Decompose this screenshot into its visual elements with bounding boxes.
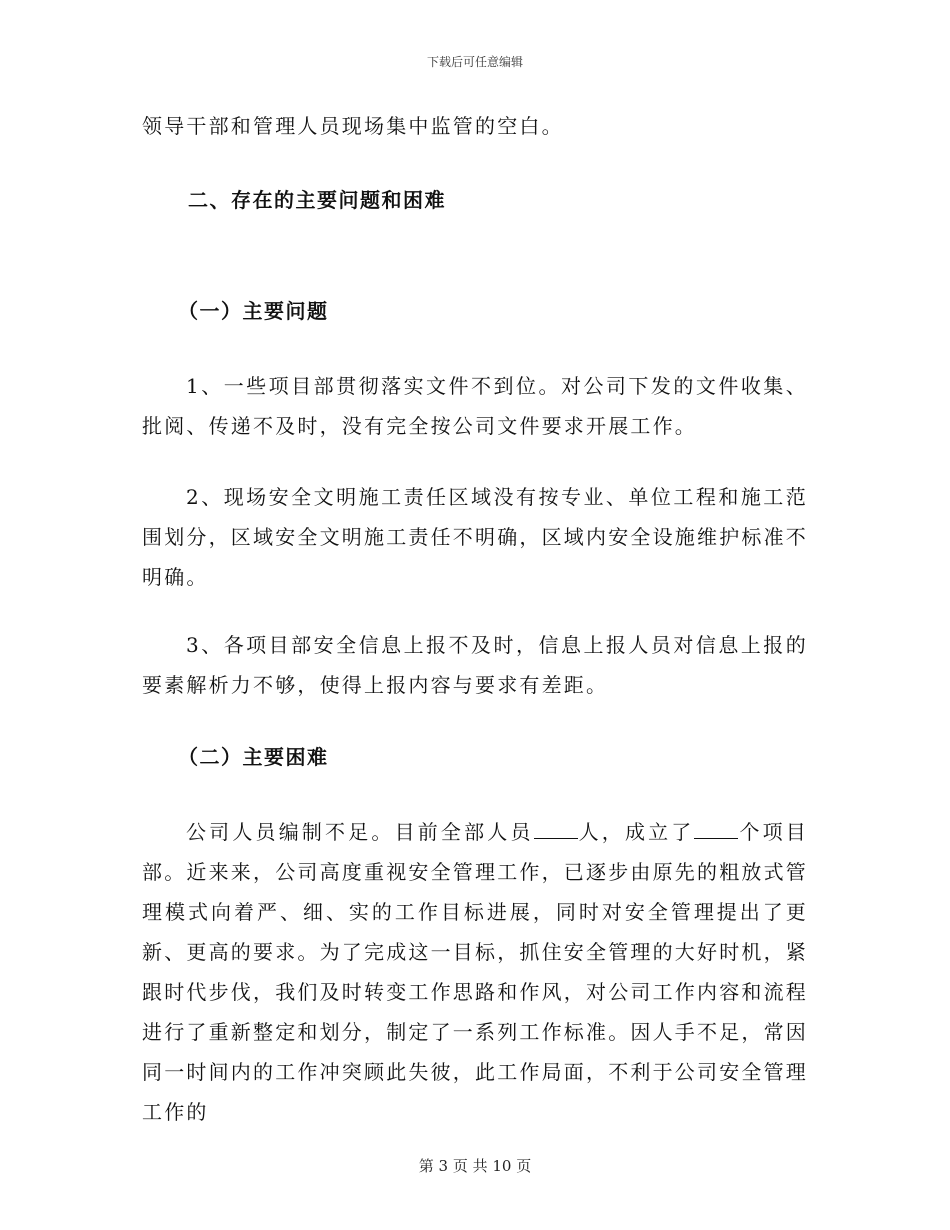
difficulty-paragraph <box>142 812 808 1132</box>
staff-count-blank <box>534 816 578 839</box>
project-count-blank <box>694 816 738 839</box>
difficulty-text-part1: 公司人员编制不足。目前全部人员 <box>186 820 534 844</box>
problem-item-1: 1、一些项目部贯彻落实文件不到位。对公司下发的文件收集、批阅、传递不及时，没有完全按公司文件要求开展工作。 <box>142 374 808 438</box>
continuation-paragraph: 领导干部和管理人员现场集中监管的空白。 <box>142 114 564 138</box>
subsection-1-heading: （一）主要问题 <box>178 299 329 323</box>
problem-item-3: 3、各项目部安全信息上报不及时，信息上报人员对信息上报的要素解析力不够，使得上报内容与要求有差距。 <box>142 633 808 697</box>
section-2-heading: 二、存在的主要问题和困难 <box>188 188 446 212</box>
problem-item-2: 2、现场安全文明施工责任区域没有按专业、单位工程和施工范围划分，区域安全文明施工责任不明确，区域内安全设施维护标准不明确。 <box>142 485 808 589</box>
page-header-note: 下载后可任意编辑 <box>426 55 523 69</box>
difficulty-text-part2: 人，成立了 <box>577 820 695 844</box>
difficulty-text-part3: 个项目部。近来来，公司高度重视安全管理工作，已逐步由原先的粗放式管理模式向着严、细、实的工作目标进展，同时对安全管理提出了更新、更高的要求。为了完成这一目标，抓住安全管理的大好时机，紧跟时代步伐，我们及时转变工作思路和作风，对公司工作内容和流程进行了重新整定和划分，制定了一系列工作标准。因人手不足，常因同一时间内的工作冲突顾此失彼，此工作局面，不利于公司安全管理工作的 <box>142 820 809 1124</box>
subsection-2-heading: （二）主要困难 <box>178 745 329 769</box>
page-number-footer: 第 3 页 共 10 页 <box>418 1157 532 1175</box>
